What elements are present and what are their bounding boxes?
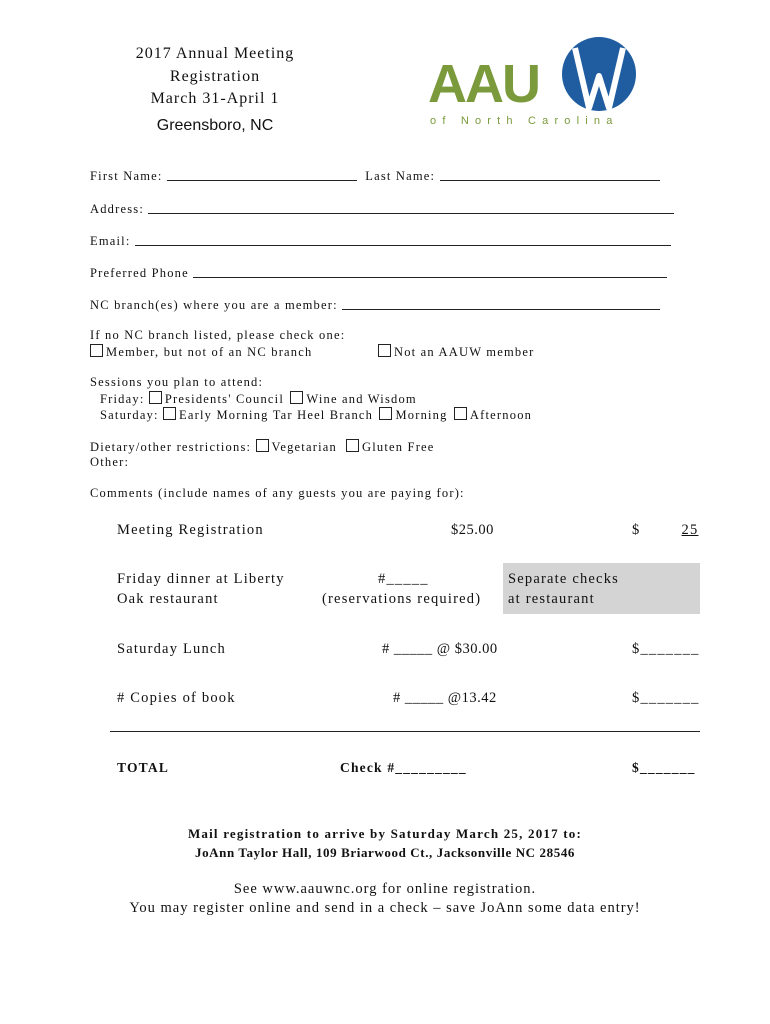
comments-label: Comments (include names of any guests you are paying for):	[90, 486, 465, 500]
friday-label: Friday:	[100, 392, 145, 406]
last-name-label: Last Name:	[365, 169, 436, 183]
presidents-council-label: Presidents' Council	[164, 392, 284, 406]
meeting-registration-price: $25.00	[451, 522, 494, 538]
vegetarian-checkbox[interactable]	[256, 439, 269, 452]
separate-checks-line-1: Separate checks	[508, 571, 619, 587]
first-name-label: First Name:	[90, 169, 163, 183]
book-copies-calc[interactable]: # _____ @13.42	[393, 690, 497, 706]
saturday-sessions	[100, 407, 532, 423]
vegetarian-label: Vegetarian	[271, 440, 337, 454]
member-no-branch-checkbox[interactable]	[90, 344, 103, 357]
saturday-lunch-total[interactable]: $_______	[632, 641, 700, 657]
meeting-total-prefix: $	[632, 522, 641, 538]
meeting-registration-label: Meeting Registration	[117, 522, 264, 538]
title-line-4: Greensboro, NC	[156, 117, 274, 134]
check-number[interactable]: Check #_________	[340, 760, 467, 775]
address-field[interactable]	[90, 202, 674, 217]
friday-dinner-count[interactable]: #_____	[378, 571, 429, 587]
meeting-total-value: 25	[681, 522, 699, 538]
wine-wisdom-label: Wine and Wisdom	[306, 392, 417, 406]
saturday-lunch-label: Saturday Lunch	[117, 641, 227, 657]
book-copies-total[interactable]: $_______	[632, 690, 700, 706]
friday-dinner-label-1: Friday dinner at Liberty	[117, 571, 285, 587]
gluten-free-option[interactable]	[346, 439, 435, 455]
phone-field[interactable]	[90, 266, 667, 281]
friday-dinner-label-2: Oak restaurant	[117, 591, 219, 607]
morning-label: Morning	[395, 408, 448, 422]
option-not-member[interactable]	[378, 344, 534, 360]
early-morning-label: Early Morning Tar Heel Branch	[179, 408, 374, 422]
book-copies-label: # Copies of book	[117, 690, 236, 706]
member-no-branch-label: Member, but not of an NC branch	[106, 345, 313, 359]
online-registration-note: See www.aauwnc.org for online registration.	[233, 881, 537, 897]
meeting-registration-total	[632, 522, 698, 539]
email-label: Email:	[90, 234, 131, 248]
separate-checks-line-2: at restaurant	[508, 591, 595, 607]
phone-label: Preferred Phone	[90, 266, 189, 280]
title-line-2: Registration	[169, 68, 261, 85]
logo-subtitle: of North Carolina	[430, 115, 619, 127]
no-branch-prompt: If no NC branch listed, please check one:	[90, 328, 346, 342]
gluten-free-checkbox[interactable]	[346, 439, 359, 452]
friday-sessions	[100, 391, 417, 407]
total-amount[interactable]: $_______	[632, 760, 696, 775]
first-name-blank[interactable]	[167, 169, 357, 181]
saturday-lunch-calc[interactable]: # _____ @ $30.00	[382, 641, 498, 657]
total-label: TOTAL	[117, 760, 170, 775]
afternoon-label: Afternoon	[469, 408, 533, 422]
early-morning-checkbox[interactable]	[163, 407, 176, 420]
address-blank[interactable]	[148, 202, 674, 214]
presidents-council-checkbox[interactable]	[149, 391, 162, 404]
morning-checkbox[interactable]	[379, 407, 392, 420]
email-field[interactable]	[90, 234, 671, 249]
not-member-checkbox[interactable]	[378, 344, 391, 357]
gluten-free-label: Gluten Free	[362, 440, 435, 454]
not-member-label: Not an AAUW member	[394, 345, 535, 359]
total-divider	[110, 731, 700, 732]
online-check-note: You may register online and send in a check – save JoAnn some data entry!	[129, 900, 641, 916]
mail-address: JoAnn Taylor Hall, 109 Briarwood Ct., Jacksonville NC 28546	[194, 845, 576, 860]
phone-blank[interactable]	[193, 266, 667, 278]
branch-field[interactable]	[90, 298, 660, 313]
sessions-prompt: Sessions you plan to attend:	[90, 375, 264, 389]
afternoon-checkbox[interactable]	[454, 407, 467, 420]
other-label: Other:	[90, 455, 130, 469]
branch-label: NC branch(es) where you are a member:	[90, 298, 338, 312]
branch-blank[interactable]	[342, 298, 660, 310]
last-name-blank[interactable]	[440, 169, 660, 181]
email-blank[interactable]	[135, 234, 671, 246]
title-line-1: 2017 Annual Meeting	[135, 45, 295, 62]
dietary-label: Dietary/other restrictions:	[90, 440, 252, 454]
reservations-note: (reservations required)	[322, 591, 482, 607]
option-member-no-branch[interactable]	[90, 344, 312, 360]
wine-wisdom-checkbox[interactable]	[290, 391, 303, 404]
mail-instruction: Mail registration to arrive by Saturday March 25, 2017 to:	[187, 826, 583, 841]
dietary-field	[90, 439, 337, 455]
first-name-field[interactable]	[90, 169, 660, 184]
title-line-3: March 31-April 1	[150, 90, 280, 107]
aauw-logo	[428, 36, 643, 136]
logo-letters-aau: AAU	[428, 54, 539, 114]
saturday-label: Saturday:	[100, 408, 159, 422]
address-label: Address:	[90, 202, 145, 216]
